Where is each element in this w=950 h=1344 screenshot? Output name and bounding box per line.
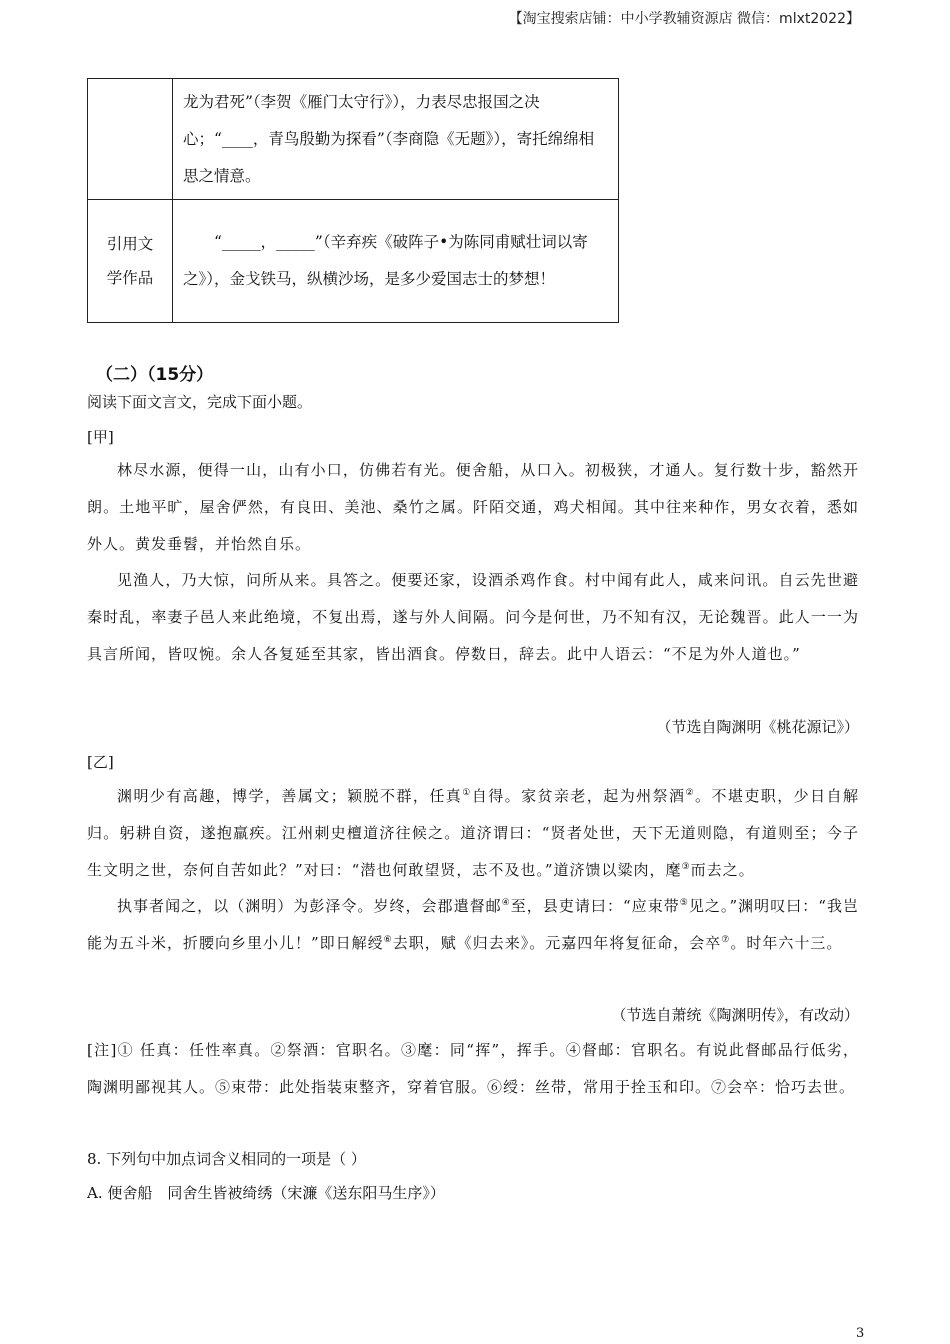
footnote-marker: ② xyxy=(685,788,696,798)
table-row-label xyxy=(88,200,173,323)
footnote-marker: ① xyxy=(462,788,472,798)
passage-jia-source: （节选自陶渊明《桃花源记》） xyxy=(656,718,859,736)
passage-yi-label: [乙] xyxy=(87,753,114,771)
table-row-content: “_____，_____”（辛弃疾《破阵子•为陈同甫赋壮词以寄之》），金戈铁马，纵横沙场，是多少爱国志士的梦想！ xyxy=(173,200,619,323)
table-row xyxy=(88,200,619,323)
footnote-marker: ⑤ xyxy=(679,898,689,908)
passage-jia-paragraph-2: 见渔人，乃大惊，问所从来。具答之。便要还家，设酒杀鸡作食。村中闻有此人，咸来问讯。自云先世避秦时乱，率妻子邑人来此绝境，不复出焉，遂与外人间隔。问今是何世，乃不知有汉，无论魏晋。此人一一为具言所闻，皆叹惋。余人各复延至其家，皆出酒食。停数日，辞去。此中人语云：“不足为外人道也。” xyxy=(87,571,859,663)
question-8-option-a: A. 便舍船 同舍生皆被绮绣（宋濂《送东阳马生序》） xyxy=(87,1184,445,1202)
passage-jia-paragraph-1: 林尽水源，便得一山，山有小口，仿佛若有光。便舍船，从口入。初极狭，才通人。复行数十步，豁然开朗。土地平旷，屋舍俨然，有良田、美池、桑竹之属。阡陌交通，鸡犬相闻。其中往来种作，男女衣着，悉如外人。黄发垂髫，并怡然自乐。 xyxy=(87,461,859,553)
table-row-content: 龙为君死”（李贺《雁门太守行》），力表尽忠报国之决心；“____，青鸟殷勤为探看”（李商隐《无题》），寄托绵绵相思之情意。 xyxy=(173,79,619,200)
passage-yi-paragraph-2: 执事者闻之，以（渊明）为彭泽令。岁终，会郡遣督邮④至，县吏请曰：“应束带⑤见之。”渊明叹曰：“我岂能为五斗米，折腰向乡里小儿！”即日解绶⑥去职，赋《归去来》。元嘉四年将复征命，会卒⑦。时年六十三。 xyxy=(87,897,860,952)
page-number: 3 xyxy=(856,1326,865,1341)
passage-yi-source: （节选自萧统《陶渊明传》，有改动） xyxy=(611,1006,859,1024)
table-row xyxy=(88,79,619,200)
footnote-marker: ③ xyxy=(681,862,691,872)
footnote-marker: ⑥ xyxy=(383,935,393,945)
passage-jia-label: [甲] xyxy=(87,428,114,446)
footnote-marker: ⑦ xyxy=(721,935,731,945)
page-header: 【淘宝搜索店铺：中小学教辅资源店 微信：mlxt2022】 xyxy=(508,11,860,27)
footnote-marker: ④ xyxy=(501,898,511,908)
annotation-notes: [注]① 任真：任性率真。②祭酒：官职名。③麾：同“挥”，挥手。④督邮：官职名。有说此督邮品行低劣，陶渊明鄙视其人。⑤束带：此处指装束整齐，穿着官服。⑥绶：丝带，常用于拴玉和印。⑦会卒：恰巧去世。 xyxy=(87,1041,859,1096)
quote-table xyxy=(87,78,619,323)
question-8-stem: 8. 下列句中加点词含义相同的一项是（ ） xyxy=(87,1150,366,1168)
section-title: （二）（15分） xyxy=(96,365,214,385)
section-instruction: 阅读下面文言文，完成下面小题。 xyxy=(87,393,313,411)
table-row-label xyxy=(88,79,173,200)
passage-yi-paragraph-1: 渊明少有高趣，博学，善属文；颖脱不群，任真①自得。家贫亲老，起为州祭酒②。不堪吏职，少日自解归。躬耕自资，遂抱羸疾。江州刺史檀道济往候之。道济谓曰：“贤者处世，天下无道则隐，有道则至；今子生文明之世，奈何自苦如此？”对曰：“潜也何敢望贤，志不及也。”道济馈以粱肉，麾③而去之。 xyxy=(87,787,859,879)
label-text: 引用文学作品 xyxy=(106,235,154,287)
